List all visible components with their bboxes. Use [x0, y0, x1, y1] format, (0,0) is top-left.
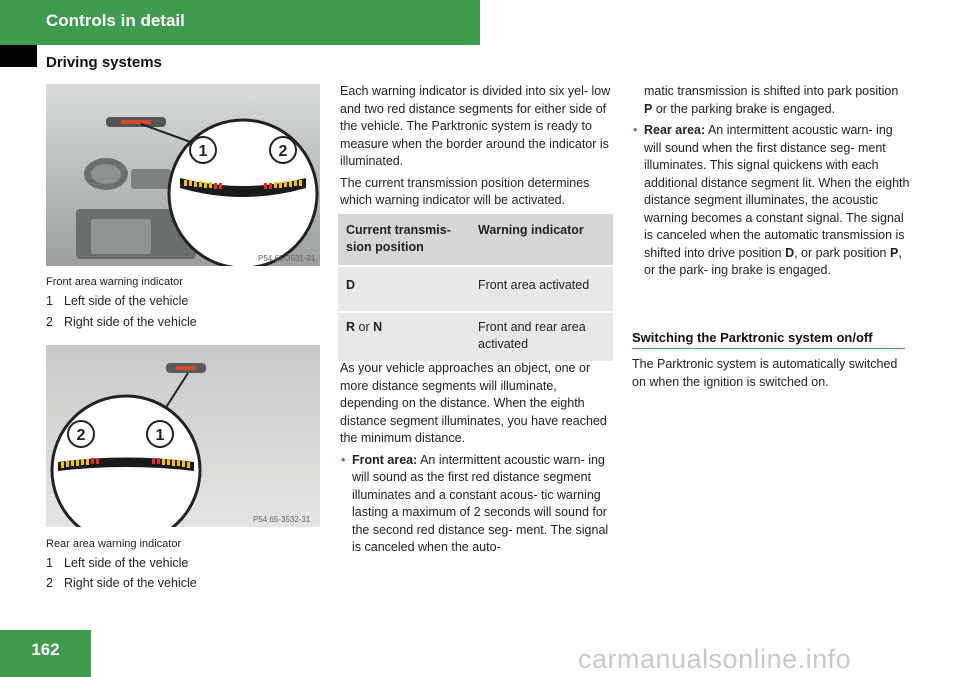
rear-indicator-figure [46, 345, 320, 527]
switching-text: The Parktronic system is automatically switched on when the ignition is switched on. [632, 357, 898, 389]
figure-code: P54.65-3531-31 [258, 254, 316, 263]
switching-heading: Switching the Parktronic system on/off [632, 330, 905, 349]
legend-item: 1 Left side of the vehicle [46, 556, 189, 570]
legend-item: 2 Right side of the vehicle [46, 576, 197, 590]
intro-paragraph-1: Each warning indicator is divided into six yel- low and two red distance segments for either side of the vehicle. The Parktronic system is ready to measure when the border around the indicator is illuminated. [340, 84, 611, 168]
section-title: Driving systems [46, 54, 162, 71]
svg-text:2: 2 [76, 427, 86, 444]
legend-item: 1 Left side of the vehicle [46, 294, 189, 308]
table-header-position: Current transmis- sion position [338, 214, 470, 265]
rear-area-bullet: • Rear area: An intermittent acoustic warn- ing will sound when the first distance seg- ment illuminates. This signal quickens with each additional distance segment lit. When the eighth distance segment illuminates, the acoustic warning becomes a constant signal. The signal is canceled when the automatic transmission is shifted into drive position D, or park position P, or the park- ing brake is engaged. [633, 123, 910, 277]
figure-caption: Rear area warning indicator [46, 538, 182, 550]
approach-text [340, 360, 616, 561]
intro-paragraph-2: The current transmission position determines which warning indicator will be activated. [340, 175, 590, 207]
figure-caption: Front area warning indicator [46, 276, 183, 288]
front-area-continuation: matic transmission is shifted into park position P or the parking brake is engaged. [644, 84, 899, 116]
svg-text:1: 1 [198, 143, 208, 160]
column-3-text [632, 83, 910, 284]
front-area-bullet: • Front area: An intermittent acoustic warn- ing will sound as the first red distance segment illuminates and a constant acous- tic warning lasting a maximum of 2 seconds will sound for the second red distance seg- ment. The signal is canceled when the auto- [341, 452, 609, 554]
page-number: 162 [31, 640, 60, 659]
table-header-row [338, 214, 613, 265]
legend-item: 2 Right side of the vehicle [46, 315, 197, 329]
svg-text:1: 1 [155, 427, 165, 444]
table-row: R or N Front and rear area activated [338, 313, 613, 361]
intro-text [340, 83, 616, 214]
table-header-indicator: Warning indicator [470, 214, 613, 265]
transmission-table [338, 212, 613, 363]
figure-code: P54.65-3532-31 [253, 515, 311, 524]
svg-text:2: 2 [278, 143, 288, 160]
chapter-title: Controls in detail [46, 11, 185, 30]
table-row: D Front area activated [338, 267, 613, 311]
front-indicator-figure [46, 84, 320, 266]
approach-paragraph: As your vehicle approaches an object, one or more distance segments will illuminate, depending on the distance. When the eighth distance segment illuminates, you have reached the minimum distance. [340, 361, 607, 445]
watermark: carmanualsonline.info [578, 644, 852, 674]
section-tab [0, 45, 37, 67]
